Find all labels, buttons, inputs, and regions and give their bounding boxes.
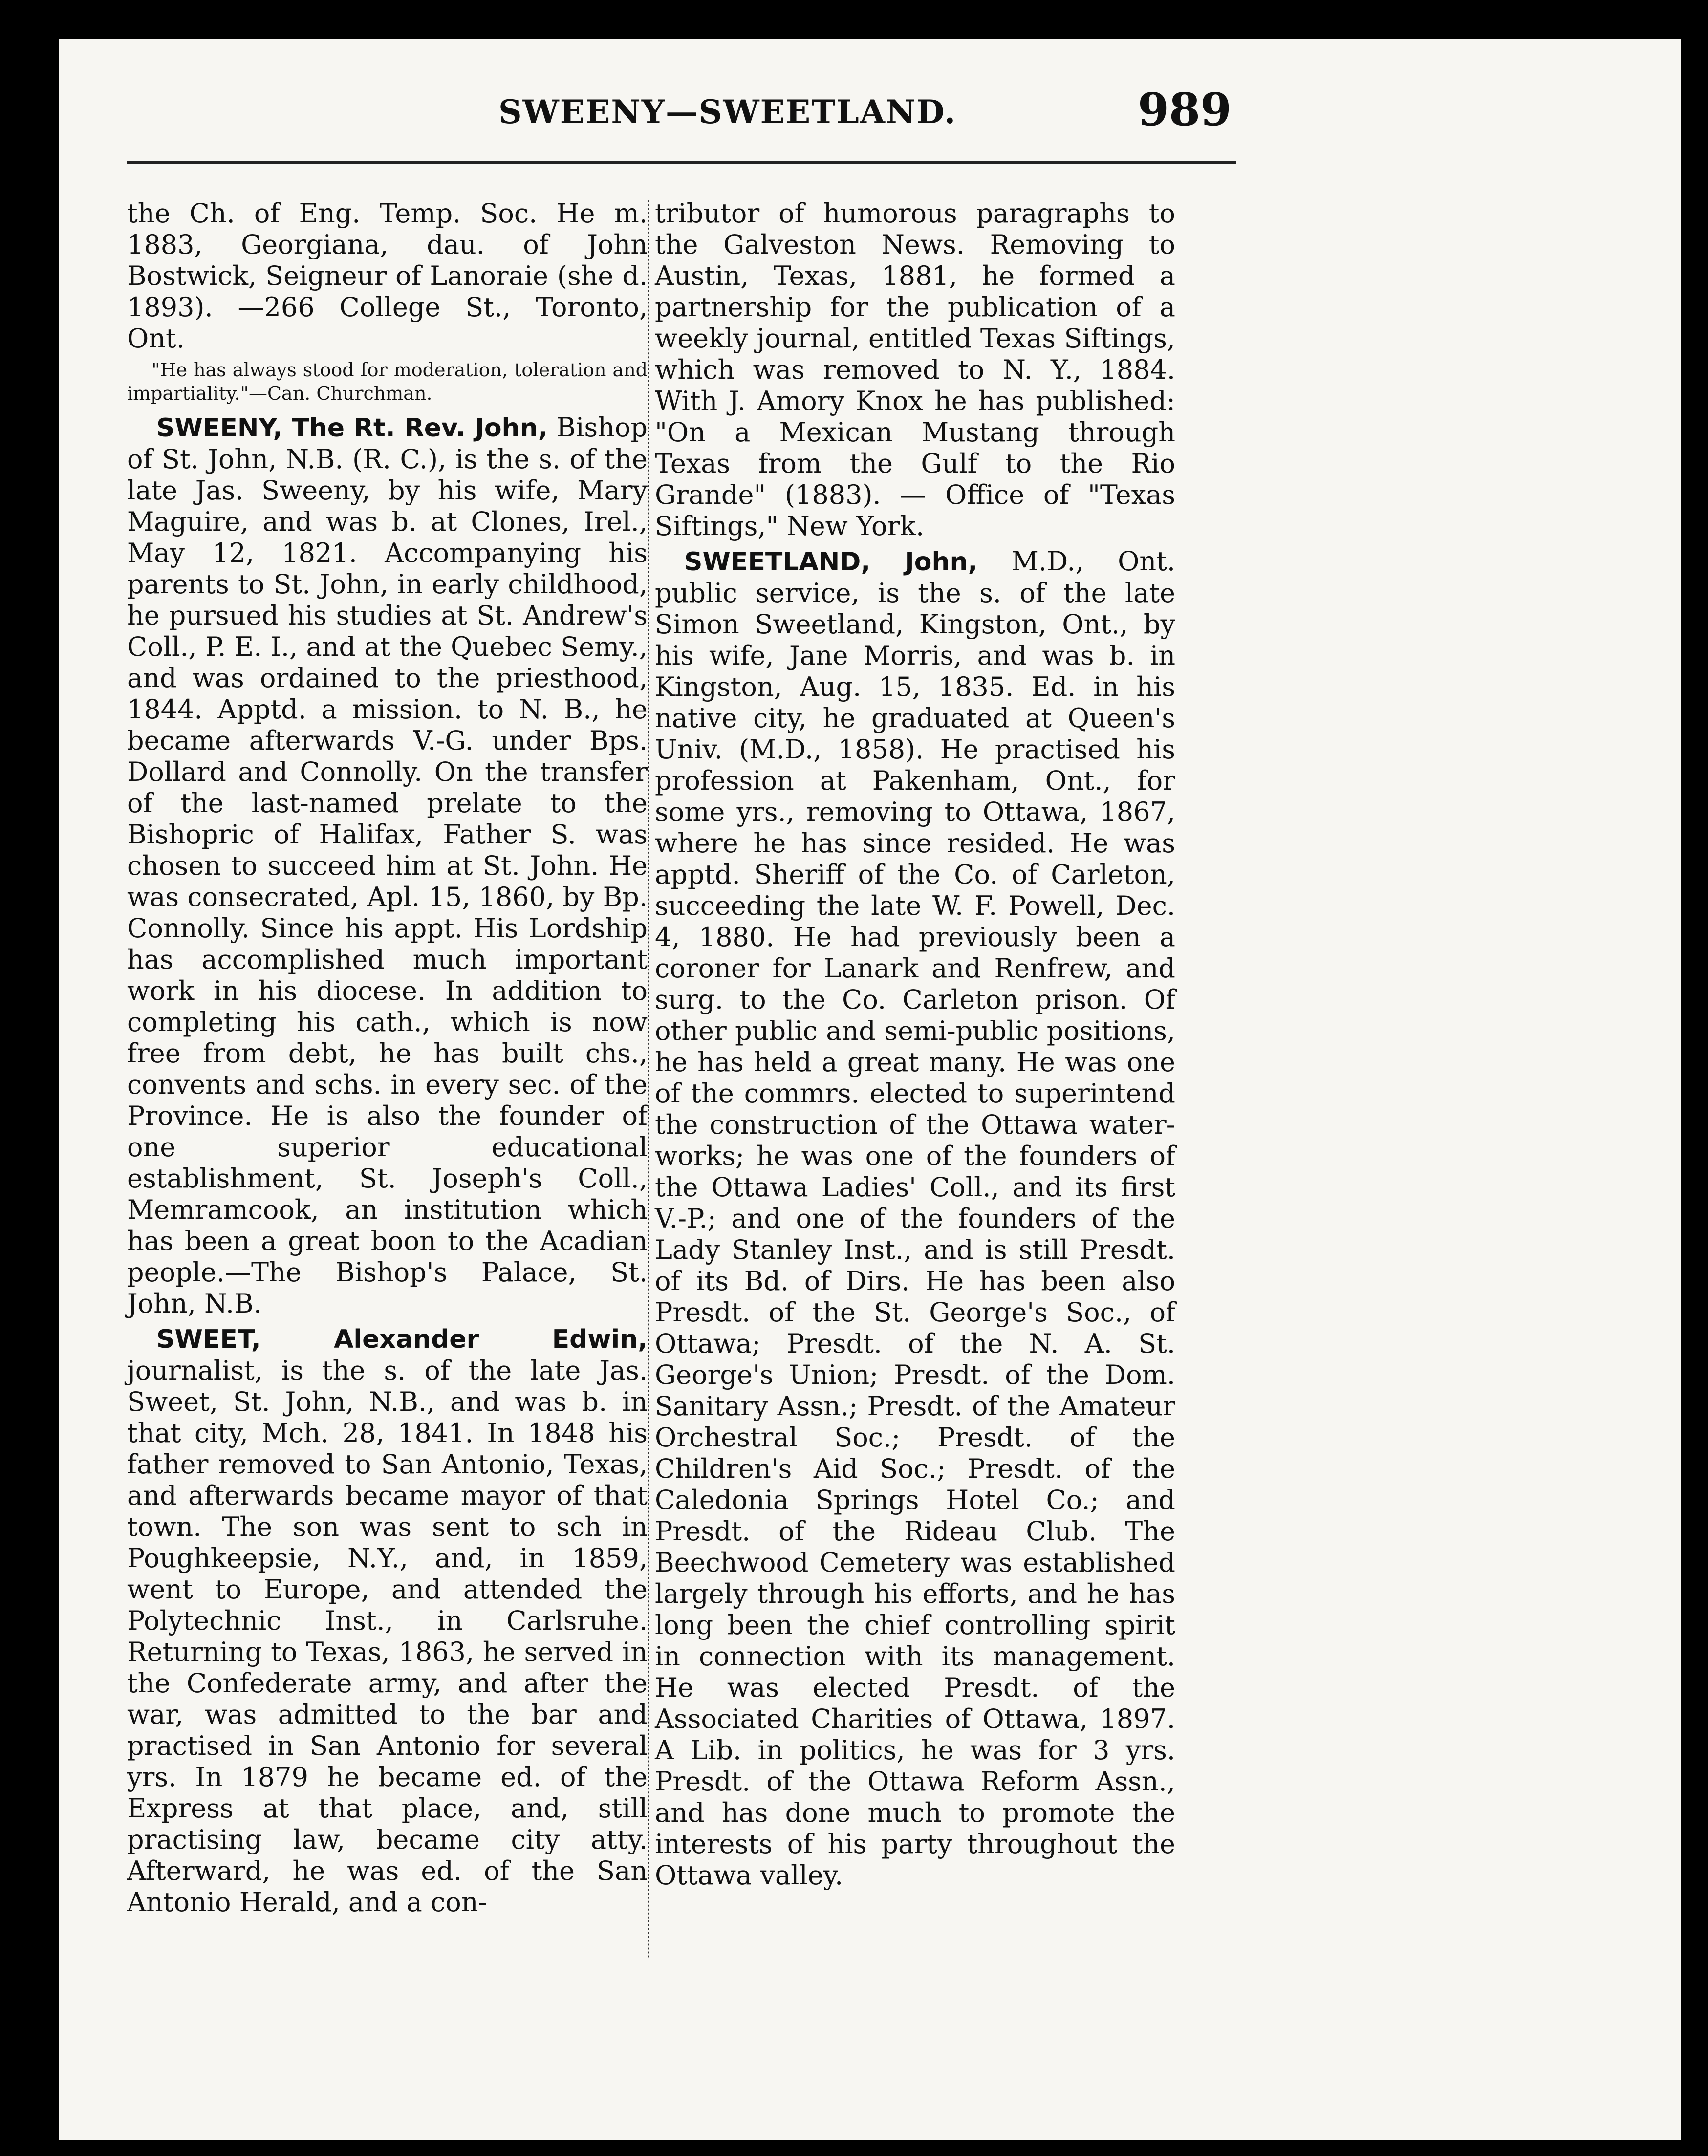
entry-sweetland (655, 546, 1175, 1891)
entry-headword: SWEET, Alexander Edwin, (156, 1325, 648, 1354)
entry-body: journalist, is the s. of the late Jas. Sweet, St. John, N.B., and was b. in that city, Mch. 28, 1841. In 1848 his father removed to San Antonio, Texas, and afterwards became mayor of that town. The son was sent to sch in Poughkeepsie, N.Y., and, in 1859, went to Europe, and attended the Polytechnic Inst., in Carlsruhe. Returning to Texas, 1863, he served in the Confederate army, and after the war, was admitted to the bar and practised in San Antonio for several yrs. In 1879 he became ed. of the Express at that place, and, still practising law, became city atty. Afterward, he was ed. of the San Antonio Herald, and a con- (127, 1355, 648, 1918)
continued-entry-text: tributor of humorous paragraphs to the Galveston News. Removing to Austin, Texas, 1881, he formed a partnership for the publication of a weekly journal, entitled Texas Siftings, which was removed to N. Y., 1884. With J. Amory Knox he has published: "On a Mexican Mustang through Texas from the Gulf to the Rio Grande" (1883). — Office of "Texas Siftings," New York. (655, 198, 1175, 541)
left-column (127, 198, 648, 1922)
page-number: 989 (1137, 83, 1232, 136)
entry-headword: SWEENY, The Rt. Rev. John, (156, 413, 548, 443)
entry-headword: SWEETLAND, John, (684, 547, 978, 577)
continued-entry-text: the Ch. of Eng. Temp. Soc. He m. 1883, Georgiana, dau. of John Bostwick, Seigneur of Lanoraie (she d. 1893). —266 College St., Toronto, Ont. (127, 198, 648, 354)
page-header (440, 83, 1232, 151)
press-quote: "He has always stood for moderation, toleration and impartiality."—Can. Churchman. (127, 359, 648, 404)
entry-body: M.D., Ont. public service, is the s. of the late Simon Sweetland, Kingston, Ont., by his wife, Jane Morris, and was b. in Kingston, Aug. 15, 1835. Ed. in his native city, he graduated at Queen's Univ. (M.D., 1858). He practised his profession at Pakenham, Ont., for some yrs., removing to Ottawa, 1867, where he has since resided. He was apptd. Sheriff of the Co. of Carleton, succeeding the late W. F. Powell, Dec. 4, 1880. He had previously been a coroner for Lanark and Renfrew, and surg. to the Co. Carleton prison. Of other public and semi-public positions, he has held a great many. He was one of the commrs. elected to superintend the construction of the Ottawa water-works; he was one of the founders of the Ottawa Ladies' Coll., and its first V.-P.; and one of the founders of the Lady Stanley Inst., and is still Presdt. of its Bd. of Dirs. He has been also Presdt. of the St. George's Soc., of Ottawa; Presdt. of the N. A. St. George's Union; Presdt. of the Dom. Sanitary Assn.; Presdt. of the Amateur Orchestral Soc.; Presdt. of the Children's Aid Soc.; Presdt. of the Caledonia Springs Hotel Co.; and Presdt. of the Rideau Club. The Beechwood Cemetery was established largely through his efforts, and he has long been the chief controlling spirit in connection with its management. He was elected Presdt. of the Associated Charities of Ottawa, 1897. A Lib. in politics, he was for 3 yrs. Presdt. of the Ottawa Reform Assn., and has done much to promote the interests of his party throughout the Ottawa valley. (655, 546, 1175, 1891)
header-rule (127, 161, 1236, 164)
running-head: SWEENY—SWEETLAND. (498, 93, 957, 131)
right-column (655, 198, 1175, 1895)
entry-sweet (127, 1323, 648, 1918)
column-divider (648, 200, 651, 1960)
entry-body: Bishop of St. John, N.B. (R. C.), is the s. of the late Jas. Sweeny, by his wife, Mary Maguire, and was b. at Clones, Irel., May 12, 1821. Accompanying his parents to St. John, in early childhood, he pursued his studies at St. Andrew's Coll., P. E. I., and at the Quebec Semy., and was ordained to the priesthood, 1844. Apptd. a mission. to N. B., he became afterwards V.-G. under Bps. Dollard and Connolly. On the transfer of the last-named prelate to the Bishopric of Halifax, Father S. was chosen to succeed him at St. John. He was consecrated, Apl. 15, 1860, by Bp. Connolly. Since his appt. His Lordship has accomplished much important work in his diocese. In addition to completing his cath., which is now free from debt, he has built chs., convents and schs. in every sec. of the Province. He is also the founder of one superior educational establishment, St. Joseph's Coll., Memramcook, an institution which has been a great boon to the Acadian people.—The Bishop's Palace, St. John, N.B. (127, 412, 648, 1319)
entry-sweeny (127, 412, 648, 1319)
